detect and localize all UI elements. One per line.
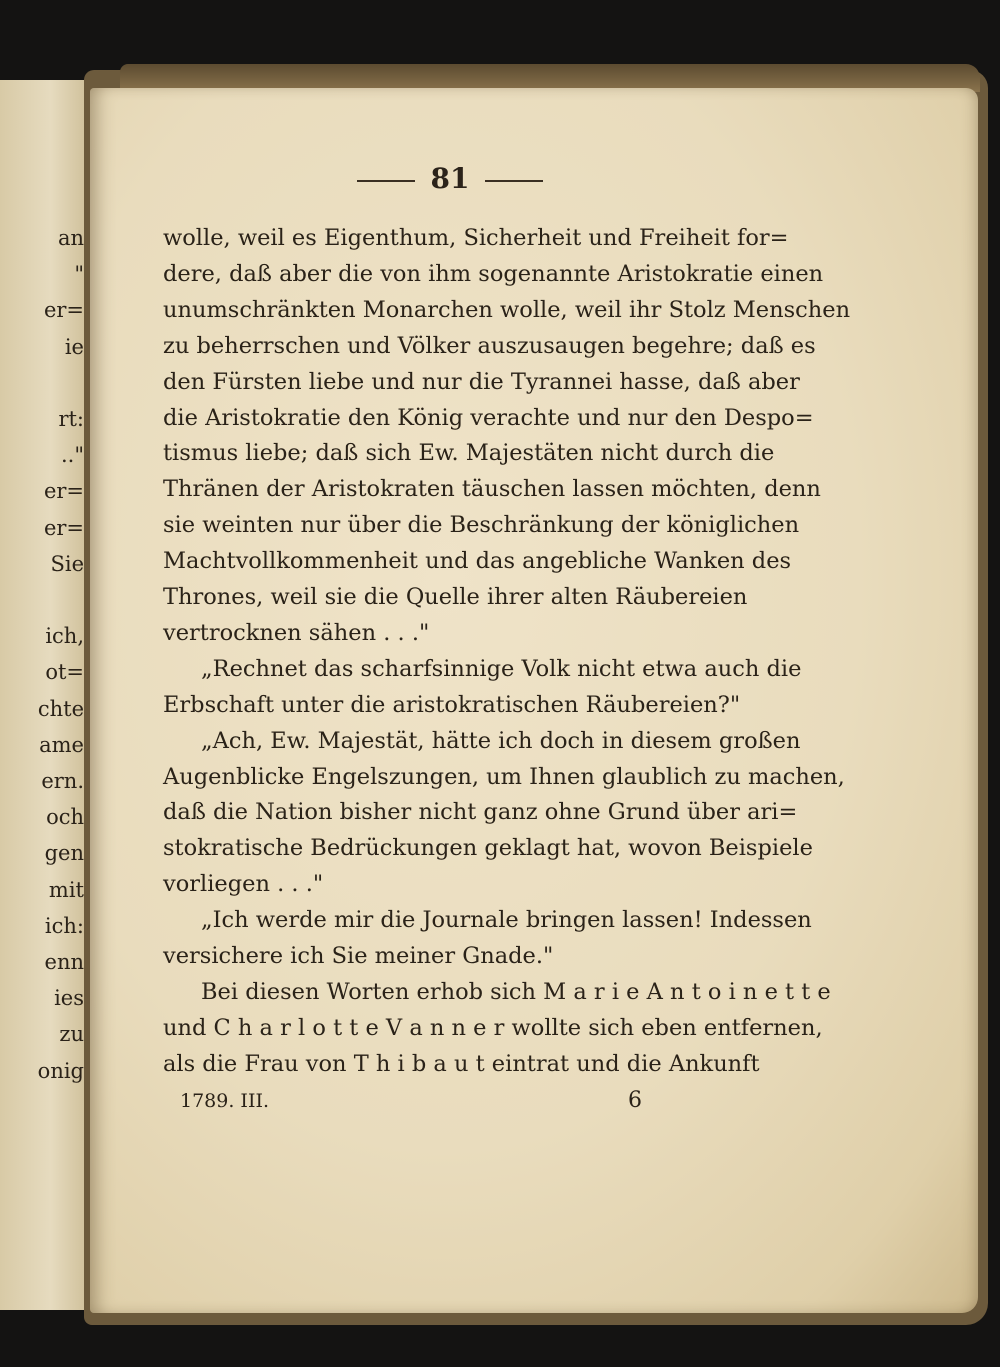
text-line: „Rechnet das scharfsinnige Volk nicht etwa auch die <box>201 655 802 682</box>
left-page-line: " <box>74 262 84 287</box>
text-line: unumschränkten Monarchen wolle, weil ihr Stolz Menschen <box>163 296 851 323</box>
left-page-line: gen <box>44 841 84 866</box>
text-line: Thrones, weil sie die Quelle ihrer alten Räubereien <box>163 584 748 610</box>
left-page-line <box>4 367 88 399</box>
text-line: die Aristokratie den König verachte und nur den Despo= <box>163 404 814 431</box>
left-page-line <box>4 584 88 616</box>
text-line: „Ich werde mir die Journale bringen lassen! Indessen <box>201 907 812 934</box>
left-page-line: ich, <box>45 624 84 649</box>
text-line: sie weinten nur über die Beschränkung der königlichen <box>163 512 800 539</box>
left-page-line: och <box>46 805 84 830</box>
text-line: Bei diesen Worten erhob sich M a r i e A n t o i n e t t e <box>201 978 831 1005</box>
text-line: daß die Nation bisher nicht ganz ohne Grund über ari= <box>163 799 798 826</box>
page-number: 81 <box>430 162 470 195</box>
left-page-line: .." <box>60 443 84 468</box>
left-page-line: enn <box>44 950 84 974</box>
text-line: als die Frau von T h i b a u t eintrat und die Ankunft <box>163 1050 760 1077</box>
text-line: dere, daß aber die von ihm sogenannte Aristokratie einen <box>163 260 824 287</box>
page-header <box>160 162 740 195</box>
left-page-line: ern. <box>41 769 84 793</box>
left-page-line: ich: <box>44 913 84 938</box>
text-line: den Fürsten liebe und nur die Tyrannei hasse, daß aber <box>163 368 800 395</box>
left-page-line: rt: <box>58 407 84 431</box>
left-page-line: er= <box>43 515 84 540</box>
header-dash-left <box>357 180 415 182</box>
text-line: Thränen der Aristokraten täuschen lassen möchten, denn <box>163 476 821 503</box>
left-page-line: ot= <box>45 660 84 685</box>
left-page-line: mit <box>48 877 84 902</box>
left-page-line: onig <box>37 1058 84 1083</box>
left-page-line: ame <box>39 732 84 757</box>
left-page-line: Sie <box>50 551 84 576</box>
header-dash-right <box>485 180 543 182</box>
left-page-line: er= <box>43 479 84 504</box>
left-page-line: er= <box>43 298 84 323</box>
text-line: und C h a r l o t t e V a n n e r wollte sich eben entfernen, <box>163 1014 823 1041</box>
text-line: versichere ich Sie meiner Gnade." <box>163 943 554 969</box>
text-line: „Ach, Ew. Majestät, hätte ich doch in diesem großen <box>201 727 801 754</box>
left-page-fragment <box>0 80 92 1310</box>
text-line: Erbschaft unter die aristokratischen Räubereien?" <box>163 691 741 718</box>
text-line: vertrocknen sähen . . ." <box>163 619 430 646</box>
text-line: wolle, weil es Eigenthum, Sicherheit und Freiheit for= <box>163 225 789 251</box>
text-line: Augenblicke Engelszungen, um Ihnen glaublich zu machen, <box>163 763 845 790</box>
left-page-line: ie <box>64 334 84 359</box>
left-page-line: an <box>57 226 84 250</box>
text-line: tismus liebe; daß sich Ew. Majestäten nicht durch die <box>163 440 775 467</box>
left-page-line: chte <box>37 696 84 721</box>
signature-mark: 1789. III. <box>180 1090 269 1112</box>
text-line: Machtvollkommenheit und das angebliche Wanken des <box>163 548 792 575</box>
text-line: vorliegen . . ." <box>163 871 324 898</box>
signature-number: 6 <box>628 1088 642 1113</box>
text-line: stokratische Bedrückungen geklagt hat, wovon Beispiele <box>163 835 813 862</box>
left-page-line: zu <box>59 1022 84 1047</box>
text-line: zu beherrschen und Völker auszusaugen begehre; daß es <box>163 332 816 359</box>
left-page-line: ies <box>54 986 84 1011</box>
